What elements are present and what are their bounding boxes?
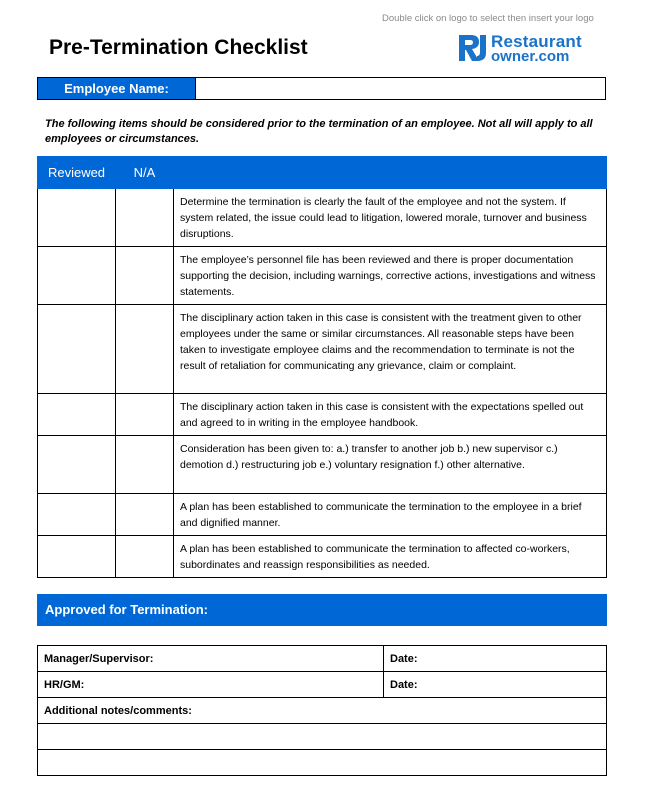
reviewed-checkbox-cell[interactable]	[38, 305, 116, 394]
reviewed-checkbox-cell[interactable]	[38, 394, 116, 436]
checklist-row	[38, 189, 607, 247]
approved-for-termination-heading: Approved for Termination:	[37, 594, 607, 626]
employee-name-row	[37, 77, 606, 100]
hr-row	[38, 672, 607, 698]
manager-signature-field[interactable]	[38, 646, 384, 672]
manager-row	[38, 646, 607, 672]
checklist-item-text: The employee’s personnel file has been reviewed and there is proper documentation supporting the decision, including warnings, corrective actions, investigations and witness statements.	[174, 247, 607, 305]
checklist-row	[38, 247, 607, 305]
reviewed-checkbox-cell[interactable]	[38, 536, 116, 578]
hr-signature-field[interactable]	[38, 672, 384, 698]
checklist-row	[38, 436, 607, 494]
na-checkbox-cell[interactable]	[116, 536, 174, 578]
na-checkbox-cell[interactable]	[116, 394, 174, 436]
reviewed-checkbox-cell[interactable]	[38, 494, 116, 536]
checklist-item-text: Determine the termination is clearly the fault of the employee and not the system. If system related, the issue could lead to litigation, lowered morale, turnover and business disruptions.	[174, 189, 607, 247]
na-checkbox-cell[interactable]	[116, 247, 174, 305]
logo-hint: Double click on logo to select then insert your logo	[382, 13, 594, 24]
na-checkbox-cell[interactable]	[116, 189, 174, 247]
reviewed-checkbox-cell[interactable]	[38, 189, 116, 247]
checklist-header-row	[38, 157, 607, 189]
notes-field[interactable]	[38, 698, 607, 724]
manager-date-field[interactable]	[384, 646, 607, 672]
checklist-table	[37, 156, 607, 578]
notes-label-row	[38, 698, 607, 724]
logo-text-line1: Restaurant	[491, 32, 582, 51]
logo-mark-icon	[457, 33, 487, 63]
checklist-row	[38, 305, 607, 394]
page-title: Pre-Termination Checklist	[49, 36, 308, 59]
checklist-row	[38, 394, 607, 436]
reviewed-column-header: Reviewed	[38, 157, 116, 189]
date-label: Date:	[390, 678, 418, 691]
hr-date-field[interactable]	[384, 672, 607, 698]
intro-text: The following items should be considered prior to the termination of an employee. Not all will apply to all employees or circumstances.	[45, 118, 593, 145]
notes-label: Additional notes/comments:	[44, 704, 192, 717]
date-label: Date:	[390, 652, 418, 665]
reviewed-checkbox-cell[interactable]	[38, 436, 116, 494]
checklist-item-text: A plan has been established to communicate the termination to the employee in a brief and dignified manner.	[174, 494, 607, 536]
logo-text-line2: owner.com	[491, 48, 570, 65]
na-checkbox-cell[interactable]	[116, 305, 174, 394]
checklist-row	[38, 536, 607, 578]
notes-line-row	[38, 750, 607, 776]
company-logo[interactable]	[457, 33, 597, 65]
employee-name-field[interactable]	[195, 78, 605, 99]
na-checkbox-cell[interactable]	[116, 494, 174, 536]
employee-name-label: Employee Name:	[38, 78, 195, 99]
checklist-item-text: The disciplinary action taken in this case is consistent with the treatment given to other employees under the same or similar circumstances. All reasonable steps have been taken to investigate employee claims and the recommendation to terminate is not the result of retaliation for communicating any grievance, claim or complaint.	[174, 305, 607, 394]
reviewed-checkbox-cell[interactable]	[38, 247, 116, 305]
signoff-table	[37, 645, 607, 776]
notes-line-row	[38, 724, 607, 750]
manager-label: Manager/Supervisor:	[44, 652, 154, 665]
na-checkbox-cell[interactable]	[116, 436, 174, 494]
checklist-item-text: Consideration has been given to: a.) transfer to another job b.) new supervisor c.) demotion d.) restructuring job e.) voluntary resignation f.) other alternative.	[174, 436, 607, 494]
notes-line[interactable]	[38, 724, 607, 750]
checklist-item-text: A plan has been established to communicate the termination to affected co-workers, subordinates and reassign responsibilities as needed.	[174, 536, 607, 578]
hr-label: HR/GM:	[44, 678, 85, 691]
na-column-header: N/A	[116, 157, 174, 189]
checklist-item-text: The disciplinary action taken in this case is consistent with the expectations spelled out and agreed to in writing in the employee handbook.	[174, 394, 607, 436]
item-column-header	[174, 157, 607, 189]
notes-line[interactable]	[38, 750, 607, 776]
checklist-row	[38, 494, 607, 536]
